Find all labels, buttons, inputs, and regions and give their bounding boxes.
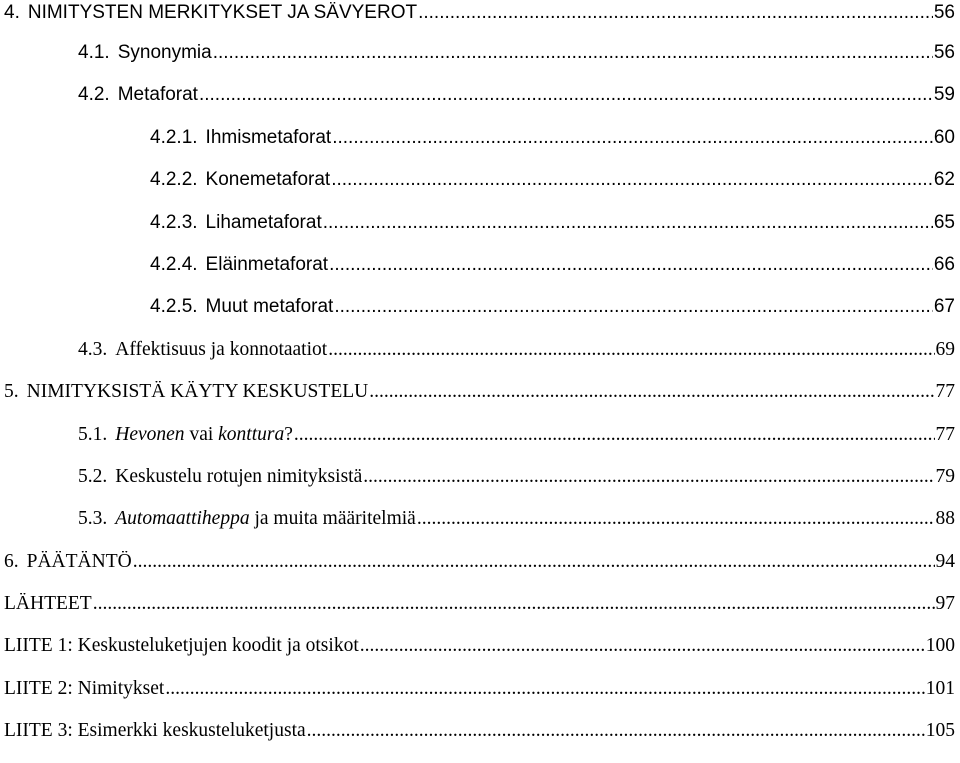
- toc-title: NIMITYSTEN MERKITYKSET JA SÄVYEROT: [27, 2, 418, 23]
- toc-page: 62: [933, 169, 955, 191]
- toc-entry: [0, 381, 955, 423]
- toc-leader: [323, 212, 933, 234]
- toc-number: 4.2.5.: [150, 296, 198, 318]
- toc-leader: [363, 466, 934, 488]
- toc-entry: [0, 42, 955, 84]
- toc-title-text: ja muita määritelmiä: [249, 508, 416, 530]
- toc-title: LIITE 1: Keskusteluketjujen koodit ja otsikot: [4, 635, 359, 657]
- toc-title: Muut metaforat: [205, 296, 334, 318]
- toc-page: 66: [933, 253, 955, 275]
- toc-title-text: ?: [284, 423, 293, 445]
- toc-page: 60: [933, 126, 955, 148]
- toc-leader: [199, 84, 933, 106]
- toc-page: 88: [935, 508, 955, 530]
- toc-leader: [133, 551, 935, 573]
- toc-number: 4.1.: [78, 42, 110, 63]
- toc-leader: [417, 508, 935, 530]
- toc-leader: [328, 339, 934, 361]
- toc-page: 77: [935, 381, 955, 403]
- toc-entry: [0, 2, 955, 42]
- toc-title: Synonymia: [117, 42, 212, 63]
- toc-leader: [369, 381, 934, 403]
- toc-page: 105: [925, 720, 955, 742]
- toc-entry: [0, 424, 955, 466]
- toc-page: 67: [933, 296, 955, 318]
- toc-page: 56: [933, 2, 955, 23]
- toc-number: 4.2.2.: [150, 169, 198, 191]
- toc-entry: [0, 508, 955, 550]
- toc-entry: [0, 254, 955, 296]
- toc-title-text: vai: [184, 423, 219, 445]
- toc-leader: [329, 254, 933, 276]
- toc-page: 97: [935, 593, 955, 615]
- toc-entry: [0, 339, 955, 381]
- toc-entry: [0, 212, 955, 254]
- toc-title-italic: konttura: [218, 423, 285, 445]
- toc-entry: [0, 169, 955, 211]
- toc-page: 101: [925, 677, 955, 699]
- toc-leader: [331, 169, 933, 191]
- toc-entry: [0, 678, 955, 720]
- toc-number: 4.2.3.: [150, 211, 198, 233]
- toc-page: 77: [935, 423, 955, 445]
- toc-title: Eläinmetaforat: [205, 253, 329, 275]
- toc-title: LIITE 2: Nimitykset: [4, 677, 165, 699]
- toc-title: LÄHTEET: [4, 593, 92, 615]
- toc-title: [115, 424, 293, 446]
- toc-leader: [93, 593, 935, 615]
- toc-title-italic: Hevonen: [115, 423, 185, 445]
- toc-number: 5.1.: [78, 423, 108, 445]
- toc-title: NIMITYKSISTÄ KÄYTY KESKUSTELU: [26, 381, 369, 403]
- toc-title: [115, 508, 416, 530]
- toc-entry: [0, 466, 955, 508]
- toc-leader: [360, 635, 925, 657]
- toc-number: 6.: [4, 550, 19, 572]
- toc-page: 79: [935, 465, 955, 487]
- toc-page: 100: [925, 635, 955, 657]
- toc-title: LIITE 3: Esimerkki keskusteluketjusta: [4, 720, 306, 742]
- toc-title-italic: Automaattiheppa: [115, 508, 250, 530]
- toc-number: 4.2.4.: [150, 253, 198, 275]
- toc-title: Lihametaforat: [205, 211, 322, 233]
- toc-leader: [334, 296, 933, 318]
- toc-number: 5.3.: [78, 508, 108, 530]
- toc-entry: [0, 127, 955, 169]
- toc-number: 4.2.1.: [150, 126, 198, 148]
- toc-entry: [0, 84, 955, 126]
- toc-number: 5.2.: [78, 465, 108, 487]
- toc-title: Ihmismetaforat: [205, 126, 332, 148]
- toc-entry: [0, 635, 955, 677]
- toc-title: Keskustelu rotujen nimityksistä: [115, 465, 363, 487]
- toc-title: Konemetaforat: [205, 169, 331, 191]
- toc-number: 4.3.: [78, 338, 108, 360]
- toc-title: PÄÄTÄNTÖ: [26, 550, 132, 572]
- toc-number: 5.: [4, 381, 19, 403]
- toc-entry: [0, 551, 955, 593]
- toc-entry: [0, 593, 955, 635]
- toc-leader: [165, 678, 924, 700]
- toc-leader: [294, 424, 935, 446]
- toc-leader: [307, 720, 925, 742]
- toc-entry: [0, 720, 955, 762]
- toc-title: Metaforat: [117, 84, 198, 106]
- toc-leader: [332, 127, 933, 149]
- toc-page: 69: [935, 338, 955, 360]
- toc-title: Affektisuus ja konnotaatiot: [115, 338, 328, 360]
- toc-number: 4.2.: [78, 84, 110, 106]
- toc-number: 4.: [4, 2, 20, 23]
- toc-page: 56: [933, 42, 955, 63]
- toc-page: 94: [935, 550, 955, 572]
- toc-page: 65: [933, 211, 955, 233]
- toc-leader: [418, 2, 933, 24]
- toc-leader: [213, 42, 933, 64]
- toc-page: 59: [933, 84, 955, 106]
- toc-entry: [0, 296, 955, 338]
